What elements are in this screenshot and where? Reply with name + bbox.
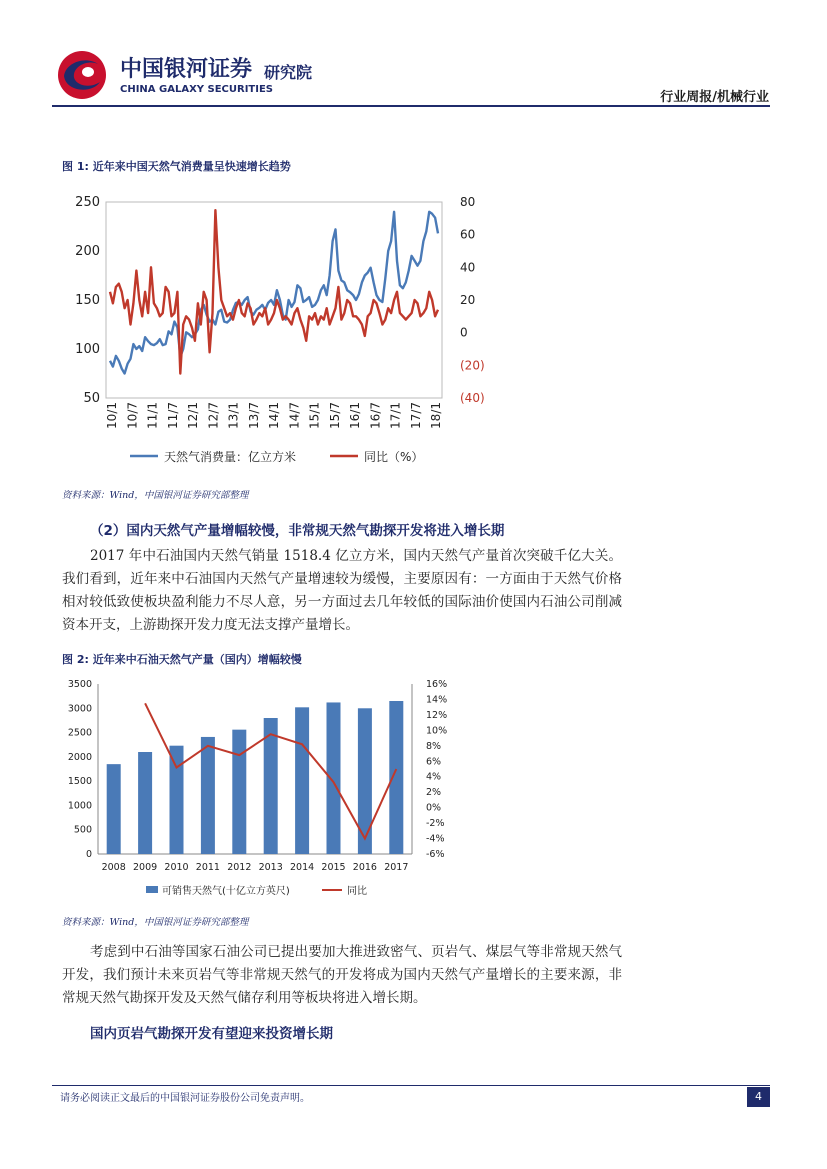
x-axis-tick-label: 11/7 — [165, 402, 180, 429]
x-axis-tick-label: 2012 — [227, 862, 252, 873]
bar — [295, 707, 309, 854]
legend-label: 同比 — [347, 886, 367, 897]
section-heading: （2）国内天然气产量增幅较慢，非常规天然气勘探开发将进入增长期 — [90, 523, 505, 539]
left-axis-tick-label: 100 — [75, 342, 100, 357]
x-axis-tick-label: 2016 — [352, 862, 377, 873]
x-axis-tick-label: 2013 — [258, 862, 283, 873]
x-axis-tick-label: 2017 — [384, 862, 409, 873]
x-axis-tick-label: 10/7 — [125, 402, 140, 429]
institute-name: 研究院 — [264, 63, 313, 82]
bar — [232, 730, 246, 854]
figure-1-chart — [60, 186, 500, 476]
bar — [201, 737, 215, 854]
x-axis-tick-label: 15/7 — [327, 402, 342, 429]
x-axis-tick-label: 14/7 — [287, 402, 302, 429]
right-axis-tick-label: (20) — [460, 358, 485, 373]
x-axis-tick-label: 12/7 — [206, 402, 221, 429]
x-axis-tick-label: 12/1 — [186, 402, 200, 429]
company-name-en: CHINA GALAXY SECURITIES — [120, 84, 273, 95]
x-axis-tick-label: 13/7 — [246, 402, 261, 429]
x-axis-tick-label: 2015 — [321, 862, 346, 873]
header-divider — [52, 105, 770, 107]
legend-swatch — [146, 886, 158, 893]
right-axis-tick-label: 6% — [426, 756, 442, 768]
left-axis-tick-label: 50 — [83, 391, 100, 406]
consumption-line — [110, 212, 438, 374]
left-axis-tick-label: 200 — [75, 244, 100, 259]
right-axis-tick-label: (40) — [460, 391, 485, 405]
x-axis-tick-label: 17/7 — [408, 402, 423, 429]
right-axis-tick-label: 10% — [426, 725, 448, 737]
x-axis-tick-label: 15/1 — [307, 402, 322, 429]
legend-label: 同比（%） — [364, 450, 424, 464]
right-axis-tick-label: 12% — [426, 709, 448, 721]
right-axis-tick-label: 8% — [426, 740, 442, 752]
footer-disclaimer: 请务必阅读正文最后的中国银河证券股份公司免责声明。 — [60, 1093, 310, 1104]
bar — [358, 708, 372, 854]
right-axis-tick-label: 0 — [460, 325, 468, 340]
left-axis-tick-label: 2500 — [67, 727, 92, 739]
bar — [327, 702, 341, 854]
right-axis-tick-label: -4% — [426, 833, 445, 845]
x-axis-tick-label: 2014 — [290, 862, 315, 873]
left-axis-tick-label: 500 — [73, 824, 92, 836]
x-axis-tick-label: 16/7 — [368, 402, 383, 429]
footer-divider — [52, 1085, 770, 1086]
right-axis-tick-label: 20 — [460, 293, 476, 307]
figure-2-source: 资料来源：Wind，中国银河证券研究部整理 — [62, 917, 249, 928]
legend-label: 天然气消费量：亿立方米 — [164, 450, 297, 464]
bar — [107, 764, 121, 854]
x-axis-tick-label: 18/1 — [429, 402, 443, 429]
right-axis-tick-label: 80 — [460, 195, 476, 209]
left-axis-tick-label: 250 — [75, 195, 100, 210]
left-axis-tick-label: 0 — [85, 849, 92, 860]
left-axis-tick-label: 2000 — [67, 751, 92, 763]
x-axis-tick-label: 14/1 — [267, 402, 281, 429]
body-paragraph-2: 考虑到中石油等国家石油公司已提出要加大推进致密气、页岩气、煤层气等非常规天然气开发，我们预计未来页岩气等非常规天然气的开发将成为国内天然气产量增长的主要来源，非常规天然气勘探开发及天然气储存利用等板块将进入增长期。 — [62, 944, 622, 1006]
right-axis-tick-label: 0% — [426, 802, 442, 814]
x-axis-tick-label: 17/1 — [388, 402, 403, 429]
bar — [138, 752, 152, 854]
x-axis-tick-label: 2009 — [133, 862, 158, 873]
page-number: 4 — [747, 1087, 770, 1107]
x-axis-tick-label: 2011 — [195, 862, 220, 873]
figure-2-chart — [60, 676, 460, 906]
galaxy-logo-icon — [52, 46, 352, 104]
right-axis-tick-label: 60 — [460, 227, 476, 242]
report-type: 行业周报/机械行业 — [660, 90, 769, 105]
figure-1-source: 资料来源：Wind，中国银河证券研究部整理 — [62, 490, 249, 501]
left-axis-tick-label: 3000 — [67, 703, 92, 715]
right-axis-tick-label: 2% — [426, 787, 442, 799]
yoy-line — [110, 210, 438, 373]
body-paragraph: 2017 年中石油国内天然气销量 1518.4 亿立方米，国内天然气产量首次突破千亿大关。我们看到，近年来中石油国内天然气产量增速较为缓慢，主要原因有：一方面由于天然气价格相对较低致使板块盈利能力不尽人意，另一方面过去几年较低的国际油价使国内石油公司削减资本开支，上游勘探开发力度无法支撑产量增长。 — [62, 548, 622, 633]
legend-label: 可销售天然气(十亿立方英尺) — [162, 886, 290, 897]
figure-1-caption: 图 1: 近年来中国天然气消费量呈快速增长趋势 — [62, 160, 291, 173]
left-axis-tick-label: 150 — [75, 293, 100, 308]
right-axis-tick-label: -2% — [426, 818, 445, 830]
x-axis-tick-label: 11/1 — [145, 402, 160, 429]
bar — [170, 746, 184, 854]
x-axis-tick-label: 10/1 — [105, 402, 119, 429]
right-axis-tick-label: 14% — [426, 694, 448, 706]
left-axis-tick-label: 3500 — [67, 679, 92, 690]
subsection-heading: 国内页岩气勘探开发有望迎来投资增长期 — [90, 1026, 333, 1042]
x-axis-tick-label: 13/1 — [226, 402, 241, 429]
left-axis-tick-label: 1000 — [67, 800, 92, 812]
figure-2-caption: 图 2: 近年来中石油天然气产量（国内）增幅较慢 — [62, 653, 302, 666]
x-axis-tick-label: 2010 — [164, 862, 189, 873]
x-axis-tick-label: 16/1 — [348, 402, 362, 429]
right-axis-tick-label: 40 — [460, 260, 476, 275]
company-logo — [52, 46, 352, 104]
x-axis-tick-label: 2008 — [101, 862, 126, 873]
right-axis-tick-label: 16% — [426, 679, 448, 690]
company-name-cn: 中国银河证券 — [120, 57, 253, 82]
right-axis-tick-label: 4% — [426, 771, 442, 783]
left-axis-tick-label: 1500 — [67, 776, 92, 788]
right-axis-tick-label: -6% — [426, 849, 445, 860]
